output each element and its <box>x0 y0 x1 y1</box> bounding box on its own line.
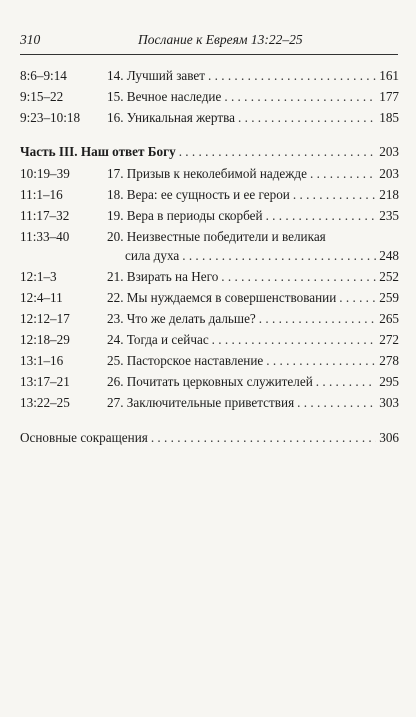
toc-title: 23. Что же делать дальше? <box>107 311 256 326</box>
leader-dots <box>297 395 376 408</box>
toc-row <box>0 332 416 350</box>
toc-page: 295 <box>379 374 399 389</box>
toc-row-abbreviations <box>0 430 416 448</box>
toc-row <box>0 110 416 128</box>
toc-ref: 13:17–21 <box>20 374 70 389</box>
toc-row <box>0 229 416 247</box>
toc-page: 203 <box>379 166 399 181</box>
toc-ref: 11:1–16 <box>20 187 63 202</box>
toc-page: 161 <box>379 68 399 83</box>
abbreviations-title: Основные сокращения <box>20 430 148 445</box>
page-number: 310 <box>20 32 41 47</box>
toc-row <box>0 89 416 107</box>
toc-page: 278 <box>379 353 399 368</box>
toc-ref: 12:1–3 <box>20 269 57 284</box>
leader-dots <box>266 353 376 366</box>
leader-dots <box>293 187 376 200</box>
toc-row <box>0 395 416 413</box>
toc-row <box>0 68 416 86</box>
toc-page: 265 <box>379 311 399 326</box>
leader-dots <box>310 166 376 179</box>
toc-title: 21. Взирать на Него <box>107 269 219 284</box>
toc-row <box>0 187 416 205</box>
toc-ref: 9:23–10:18 <box>20 110 81 125</box>
toc-title: 22. Мы нуждаемся в совершенствовании <box>107 290 337 305</box>
toc-title: 24. Тогда и сейчас <box>107 332 209 347</box>
toc-title-line2: сила духа <box>125 248 180 263</box>
toc-ref: 12:12–17 <box>20 311 70 326</box>
leader-dots <box>266 208 377 221</box>
toc-page: 303 <box>379 395 399 410</box>
leader-dots <box>151 430 376 443</box>
toc-page: 177 <box>379 89 399 104</box>
toc-row <box>0 166 416 184</box>
leader-dots <box>212 332 377 345</box>
toc-title: 25. Пасторское наставление <box>107 353 264 368</box>
leader-dots <box>221 269 376 282</box>
leader-dots <box>179 144 377 157</box>
toc-title: 15. Вечное наследие <box>107 89 222 104</box>
part-title: Часть III. Наш ответ Богу <box>20 144 176 159</box>
abbreviations-page: 306 <box>379 430 399 445</box>
toc-title: 14. Лучший завет <box>107 68 206 83</box>
toc-title: 26. Почитать церковных служителей <box>107 374 313 389</box>
toc-ref: 13:22–25 <box>20 395 70 410</box>
toc-ref: 9:15–22 <box>20 89 64 104</box>
toc-page: 259 <box>379 290 399 305</box>
toc-page: 252 <box>379 269 399 284</box>
toc-row <box>0 208 416 226</box>
toc-page: 185 <box>379 110 399 125</box>
part-heading <box>0 144 416 162</box>
toc-row <box>0 311 416 329</box>
toc-page: 235 <box>379 208 399 223</box>
leader-dots <box>339 290 376 303</box>
toc-title: 17. Призыв к неколебимой надежде <box>107 166 307 181</box>
toc-title: 20. Неизвестные победители и великая <box>107 229 326 244</box>
toc-ref: 11:17–32 <box>20 208 70 223</box>
toc-row-continuation <box>0 248 416 266</box>
toc-row <box>0 290 416 308</box>
leader-dots <box>259 311 376 324</box>
toc-ref: 10:19–39 <box>20 166 70 181</box>
part-page: 203 <box>379 144 399 159</box>
toc-title: 19. Вера в периоды скорбей <box>107 208 263 223</box>
toc-ref: 13:1–16 <box>20 353 64 368</box>
toc-row <box>0 353 416 371</box>
toc-ref: 11:33–40 <box>20 229 70 244</box>
toc-title: 27. Заключительные приветствия <box>107 395 295 410</box>
toc-ref: 12:4–11 <box>20 290 63 305</box>
running-title: Послание к Евреям 13:22–25 <box>138 32 303 47</box>
leader-dots <box>224 89 376 102</box>
leader-dots <box>238 110 376 123</box>
toc-row <box>0 374 416 392</box>
toc-page: 218 <box>379 187 399 202</box>
toc-ref: 12:18–29 <box>20 332 70 347</box>
leader-dots <box>316 374 376 387</box>
toc-page: 248 <box>379 248 399 263</box>
leader-dots <box>208 68 376 81</box>
leader-dots <box>182 248 376 261</box>
toc-title: 16. Уникальная жертва <box>107 110 235 125</box>
toc-title: 18. Вера: ее сущность и ее герои <box>107 187 290 202</box>
toc-page: 272 <box>379 332 399 347</box>
toc-row <box>0 269 416 287</box>
toc-ref: 8:6–9:14 <box>20 68 67 83</box>
